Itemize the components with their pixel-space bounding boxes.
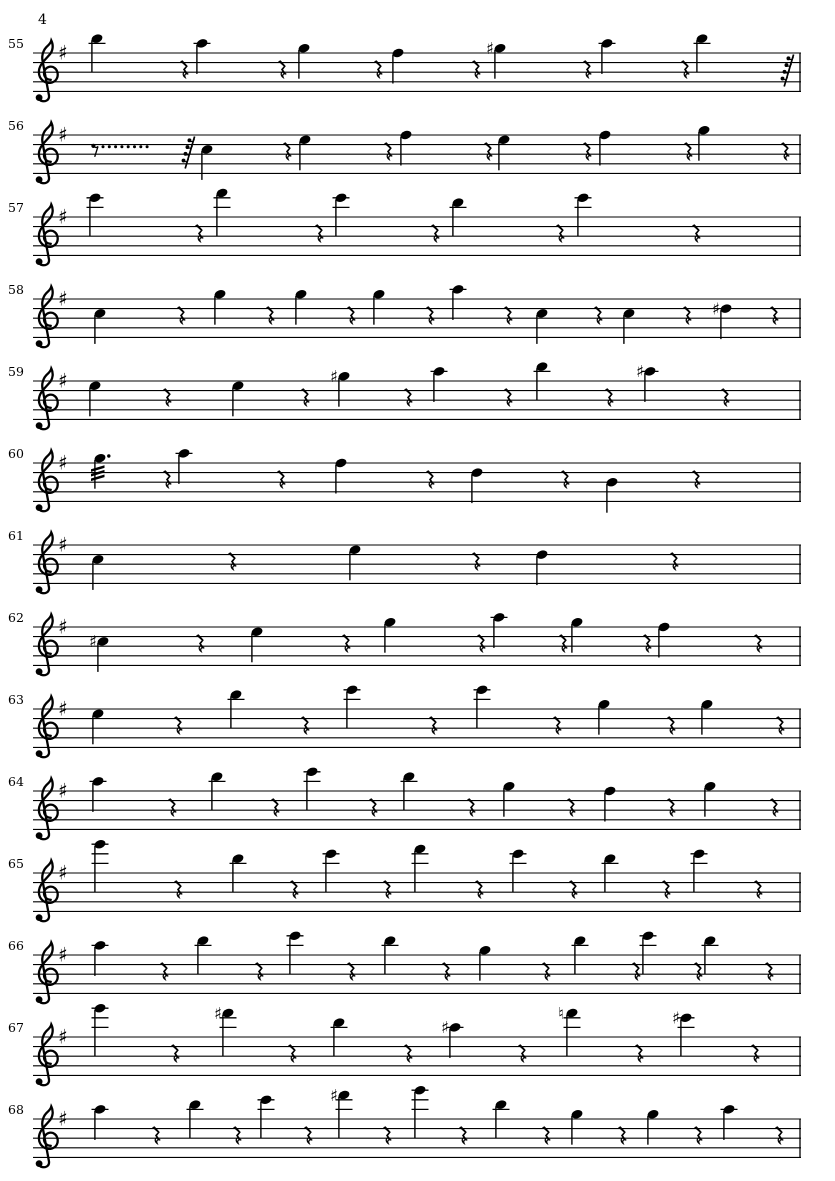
treble-clef-icon bbox=[36, 451, 58, 512]
note bbox=[597, 699, 610, 735]
note bbox=[214, 187, 231, 236]
measure-number: 65 bbox=[8, 856, 24, 871]
treble-clef-icon bbox=[36, 1025, 58, 1086]
note bbox=[412, 1085, 429, 1139]
staff-lines bbox=[33, 463, 801, 501]
treble-clef-icon bbox=[36, 779, 58, 840]
measure-number: 68 bbox=[8, 1102, 24, 1117]
note bbox=[412, 843, 429, 892]
accidental-sharp: ♯ bbox=[330, 1085, 338, 1105]
note bbox=[703, 781, 716, 817]
key-signature-sharp: ♯ bbox=[58, 696, 68, 721]
note bbox=[214, 1004, 237, 1056]
key-signature-sharp: ♯ bbox=[58, 778, 68, 803]
system-60 bbox=[8, 446, 801, 513]
key-signature-sharp: ♯ bbox=[58, 204, 68, 229]
note bbox=[474, 684, 491, 728]
note bbox=[213, 289, 226, 325]
treble-clef-icon bbox=[36, 287, 58, 348]
note bbox=[92, 940, 109, 976]
note bbox=[712, 299, 733, 339]
system-56 bbox=[8, 118, 801, 183]
augmentation-dot bbox=[139, 145, 142, 148]
note bbox=[657, 621, 670, 657]
note bbox=[391, 47, 404, 83]
system-57 bbox=[8, 187, 801, 265]
staff-lines bbox=[33, 791, 801, 829]
note bbox=[87, 192, 104, 236]
key-signature-sharp: ♯ bbox=[58, 614, 68, 639]
augmentation-dot bbox=[120, 145, 123, 148]
system-58 bbox=[8, 282, 801, 347]
note bbox=[92, 1003, 109, 1057]
system-65 bbox=[8, 839, 801, 922]
note bbox=[304, 766, 321, 810]
measure-number: 66 bbox=[8, 938, 24, 953]
system-59 bbox=[8, 361, 801, 429]
note bbox=[598, 129, 611, 165]
accidental-sharp: ♯ bbox=[330, 367, 338, 386]
note bbox=[287, 930, 304, 974]
note bbox=[90, 776, 107, 812]
note bbox=[330, 1086, 353, 1138]
note bbox=[510, 848, 527, 892]
note bbox=[646, 1109, 659, 1145]
staff-lines bbox=[33, 299, 801, 337]
note bbox=[535, 308, 548, 344]
note bbox=[605, 477, 618, 513]
accidental-sharp: ♯ bbox=[712, 299, 720, 319]
key-signature-sharp: ♯ bbox=[58, 40, 68, 65]
augmentation-dot bbox=[127, 145, 130, 148]
key-signature-sharp: ♯ bbox=[58, 286, 68, 311]
augmentation-dot bbox=[102, 145, 105, 148]
system-62 bbox=[8, 610, 801, 675]
augmentation-dot bbox=[146, 145, 149, 148]
augmentation-dot bbox=[133, 145, 136, 148]
staff-lines bbox=[33, 217, 801, 255]
augmentation-dot bbox=[108, 145, 111, 148]
note bbox=[450, 284, 467, 320]
note bbox=[570, 617, 583, 653]
note bbox=[91, 708, 104, 744]
accidental-sharp: ♯ bbox=[441, 1018, 449, 1038]
accidental-natural: ♮ bbox=[558, 1003, 564, 1023]
measure-number: 55 bbox=[8, 36, 24, 51]
system-66 bbox=[8, 930, 801, 1003]
accidental-sharp: ♯ bbox=[486, 39, 494, 58]
note bbox=[502, 781, 515, 817]
accidental-sharp: ♯ bbox=[636, 362, 644, 382]
note bbox=[297, 43, 310, 79]
note bbox=[294, 289, 307, 325]
note bbox=[497, 134, 510, 170]
measure-number: 63 bbox=[8, 692, 24, 707]
staff-lines bbox=[33, 381, 801, 419]
measure-number: 67 bbox=[8, 1020, 24, 1035]
key-signature-sharp: ♯ bbox=[58, 1106, 68, 1131]
augmentation-dot bbox=[107, 454, 110, 457]
key-signature-sharp: ♯ bbox=[58, 368, 68, 393]
note bbox=[348, 544, 361, 580]
note bbox=[92, 839, 109, 893]
note bbox=[558, 1004, 581, 1056]
note bbox=[431, 366, 448, 402]
measure-number: 57 bbox=[8, 200, 24, 215]
note bbox=[535, 549, 548, 585]
key-signature-sharp: ♯ bbox=[58, 1024, 68, 1049]
note bbox=[298, 134, 311, 170]
measure-number: 56 bbox=[8, 118, 24, 133]
staff-lines bbox=[33, 627, 801, 665]
staff-lines bbox=[33, 1119, 801, 1157]
treble-clef-icon bbox=[36, 615, 58, 676]
note bbox=[333, 192, 350, 236]
note bbox=[697, 125, 710, 161]
note bbox=[700, 699, 713, 735]
measure-number: 64 bbox=[8, 774, 24, 789]
staff-lines bbox=[33, 873, 801, 911]
system-64 bbox=[8, 766, 801, 839]
note bbox=[441, 1018, 464, 1058]
note bbox=[258, 1094, 275, 1138]
note bbox=[672, 1009, 695, 1057]
note bbox=[176, 448, 193, 484]
treble-clef-icon bbox=[36, 943, 58, 1004]
key-signature-sharp: ♯ bbox=[58, 450, 68, 475]
note bbox=[599, 38, 616, 74]
staff-lines bbox=[33, 135, 801, 173]
key-signature-sharp: ♯ bbox=[58, 532, 68, 557]
note bbox=[691, 848, 708, 892]
note bbox=[491, 612, 508, 648]
note bbox=[92, 1104, 109, 1140]
system-55 bbox=[8, 33, 801, 101]
key-signature-sharp: ♯ bbox=[58, 942, 68, 967]
note bbox=[372, 289, 385, 325]
note bbox=[344, 684, 361, 728]
treble-clef-icon bbox=[36, 1107, 58, 1168]
note bbox=[622, 308, 635, 344]
note bbox=[93, 308, 106, 344]
note bbox=[636, 362, 659, 402]
system-63 bbox=[8, 684, 801, 757]
note bbox=[334, 457, 347, 493]
system-68 bbox=[8, 1085, 801, 1168]
tremolo-note bbox=[91, 453, 111, 489]
note bbox=[200, 144, 213, 180]
note bbox=[231, 380, 244, 416]
augmentation-dot bbox=[114, 145, 117, 148]
system-67 bbox=[8, 1003, 801, 1086]
treble-clef-icon bbox=[36, 123, 58, 184]
note bbox=[399, 129, 412, 165]
note bbox=[470, 467, 483, 503]
note bbox=[478, 945, 491, 981]
eighth-rest-dotted bbox=[91, 144, 98, 157]
treble-clef-icon bbox=[36, 697, 58, 758]
accidental-sharp: ♯ bbox=[89, 632, 97, 652]
staff-lines bbox=[33, 1037, 801, 1075]
treble-clef-icon bbox=[36, 861, 58, 922]
note bbox=[640, 930, 657, 974]
measure-number: 62 bbox=[8, 610, 24, 625]
staff-lines bbox=[33, 545, 801, 583]
treble-clef-icon bbox=[36, 41, 58, 102]
page-annotation: 4 bbox=[38, 12, 47, 28]
treble-clef-icon bbox=[36, 369, 58, 430]
note bbox=[570, 1109, 583, 1145]
key-signature-sharp: ♯ bbox=[58, 860, 68, 885]
accidental-sharp: ♯ bbox=[214, 1003, 222, 1023]
staff-lines bbox=[33, 955, 801, 993]
treble-clef-icon bbox=[36, 533, 58, 594]
note bbox=[323, 848, 340, 892]
note bbox=[250, 626, 263, 662]
measure-number: 59 bbox=[8, 364, 24, 379]
measure-number: 58 bbox=[8, 282, 24, 297]
note bbox=[194, 38, 211, 74]
treble-clef-icon bbox=[36, 205, 58, 266]
note bbox=[603, 785, 616, 821]
note bbox=[383, 617, 396, 653]
system-61 bbox=[8, 528, 801, 593]
accidental-sharp: ♯ bbox=[672, 1008, 680, 1028]
key-signature-sharp: ♯ bbox=[58, 122, 68, 147]
measure-number: 61 bbox=[8, 528, 24, 543]
note bbox=[575, 192, 592, 236]
note bbox=[721, 1104, 738, 1140]
note bbox=[91, 554, 104, 590]
staff-lines bbox=[33, 709, 801, 747]
measure-number: 60 bbox=[8, 446, 24, 461]
note bbox=[88, 380, 101, 416]
